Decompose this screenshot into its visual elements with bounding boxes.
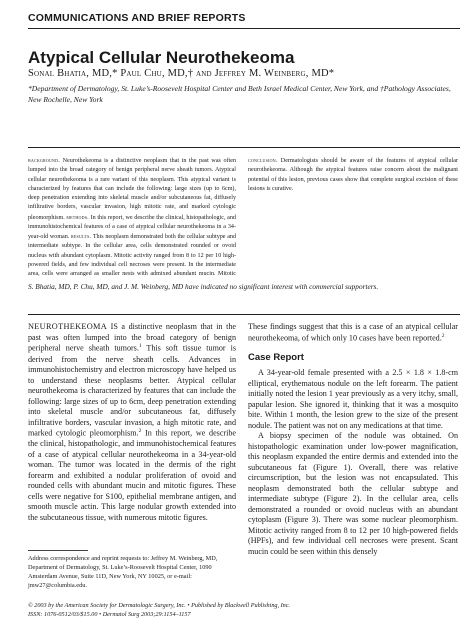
body-right-column [248,322,458,596]
body-left-column [28,322,236,548]
abstract-methods-text: In this report, we describe the clinical, histopathologic, and immunohistochemical features of a case of atypical cellular neurothekeoma in a 34-year-old woman. [28,214,236,240]
right-para-1: These findings suggest that this is a case of an atypical cellular neurothekeoma, of which only 10 cases have been reported. [248,322,458,343]
case-para-2: A biopsy specimen of the nodule was obtained. On histopathologic examination under low-power magnification, this neoplasm expanded the entire dermis and extended into the subcutaneous fat (Figure 1). Overall, there was relative circumscription, but the lesion was not encapsulated. This neoplasm demonstrated both the cellular subtype and intermediate subtype (Figure 2). In the cellular area, cells demonstrated a rounded or ovoid nucleus with an abundant cytoplasm (Figure 3). There was some nuclear pleomorphism. Mitotic activity ranged from 8 to 12 per 10 high-powered fields (HPFs), and few individual cell necroses were present. Scant mucin could be seen within this densely [248,431,458,556]
abstract-top-rule [28,147,460,148]
ref-1[interactable]: 1 [138,343,142,350]
ref-2-right[interactable]: 2 [441,332,445,339]
header-rule [28,28,460,29]
abstract-background-text: Neurothekeoma is a distinctive neoplasm that in the past was often lumped into the broad category of benign peripheral nerve sheath tumors. Atypical cellular neurothekeoma is a rare variant of this neoplasm. This atypical variant is characterized by features that can include the following: large sizes (up to 6cm), deep penetration extending into skeletal muscle and/or subcutaneous fat, diffusely infiltrative borders, vascular invasion, high mitotic rate, and marked cytologic pleomorphism. [28,158,236,221]
author-list: Sonal Bhatia, MD,* Paul Chu, MD,† and Jeffrey M. Weinberg, MD* [28,68,335,79]
case-report-heading: Case Report [248,351,304,363]
abstract-results-text: This neoplasm demonstrated both the cellular subtype and intermediate subtype. In the cellular area, cells demonstrated rounded or ovoid nucleus with abundant cytoplasm. Mitotic activity ranged from 8 to 12 per 10 high-powered fields, and few individual cell necroses were present. In the intermediate area, cells were arranged as smaller nests with admixed abundant mucin. Mitotic [28,234,236,276]
article-title: Atypical Cellular Neurothekeoma [28,48,295,67]
copyright-line-1: © 2003 by the American Society for Dermatologic Surgery, Inc. • Published by Blackwell Publishing, Inc. [28,602,291,609]
abstract-conclusion-label: conclusion. [248,157,278,164]
abstract-methods-label: methods. [66,213,89,221]
case-para-1: A 34-year-old female presented with a 2.5 × 1.8 × 1.8-cm elliptical, erythematous nodule on the left forearm. The patient initially noted the lesion 1 year previously as a very itchy, small, papular lesion. She ignored it, thinking that it was a mosquito bite. Within 1 month, the lesion grew to the size of the present nodule. The patient was not on any medications at that time. [248,368,458,430]
footnote-rule [28,550,88,551]
intro-text: IS a distinctive neoplasm that in the past was often lumped into the broad category of benign peripheral nerve sheath tumors. [28,322,236,353]
abstract-bottom-rule [28,314,460,315]
abstract-right-column [248,156,458,276]
intro-text-3: In this report, we describe the clinical, histopathologic, and immunohistochemical features of a case of atypical cellular neurothekeoma in a 34-year-old woman. The tumor was located in the dermis of the right forearm and exhibited a nodular proliferation of ovoid and rounded cells with abundant mucin and mitotic figures. These cells were negative for S100, epithelial membrane antigen, and smooth muscle actin. This large nodular growth extended into the subcutaneous tissue, with numerous mitotic figures. [28,428,236,522]
disclosure-text: S. Bhatia, MD, P. Chu, MD, and J. M. Weinberg, MD have indicated no significant interest with commercial supporters. [28,282,379,291]
correspondence-footnote: Address correspondence and reprint requests to: Jeffrey M. Weinberg, MD, Department of Dermatology, St. Luke’s-Roosevelt Hospital Center, 1090 Amsterdam Avenue, Suite 11D, New York, NY 10025, or e-mail: jmw27@columbia.edu. [28,555,218,590]
abstract-left-column [28,156,236,276]
abstract-background-label: background. [28,157,61,164]
abstract-conclusion-text: Dermatologists should be aware of the features of atypical cellular neurothekeoma. Although the atypical features raise concern about the malignant potential of this lesion, previous cases show that complete surgical excision of these lesions is curative. [248,158,458,192]
intro-text-2: This soft tissue tumor is derived from the nerve sheath cells. Advances in immunohistochemistry and electron microscopy have helped us to understand these neoplasms better. Atypical cellular neurothekeoma is characterized by features that can include the following: large sizes of up to 6cm, deep penetration extending into skeletal muscle and/or subcutaneous fat, diffusely infiltrative borders, vascular invasion, a high mitotic rate, and marked cytologic pleomorphism. [28,343,236,438]
author-affiliation: *Department of Dermatology, St. Luke’s-Roosevelt Hospital Center and Beth Israel Medical Center, New York, and †Pathology Associates, New Rochelle, New York [28,84,451,104]
conflict-of-interest-statement [28,282,458,293]
ref-2[interactable]: 2 [138,428,142,435]
section-heading: COMMUNICATIONS AND BRIEF REPORTS [28,12,246,24]
copyright-line-2: ISSN: 1076-0512/03/$15.00 • Dermatol Surg 2003;29:1154–1157 [28,610,191,618]
copyright-block [28,602,290,620]
abstract-results-label: results. [71,233,92,240]
intro-lead-word: NEUROTHEKEOMA [28,322,108,331]
